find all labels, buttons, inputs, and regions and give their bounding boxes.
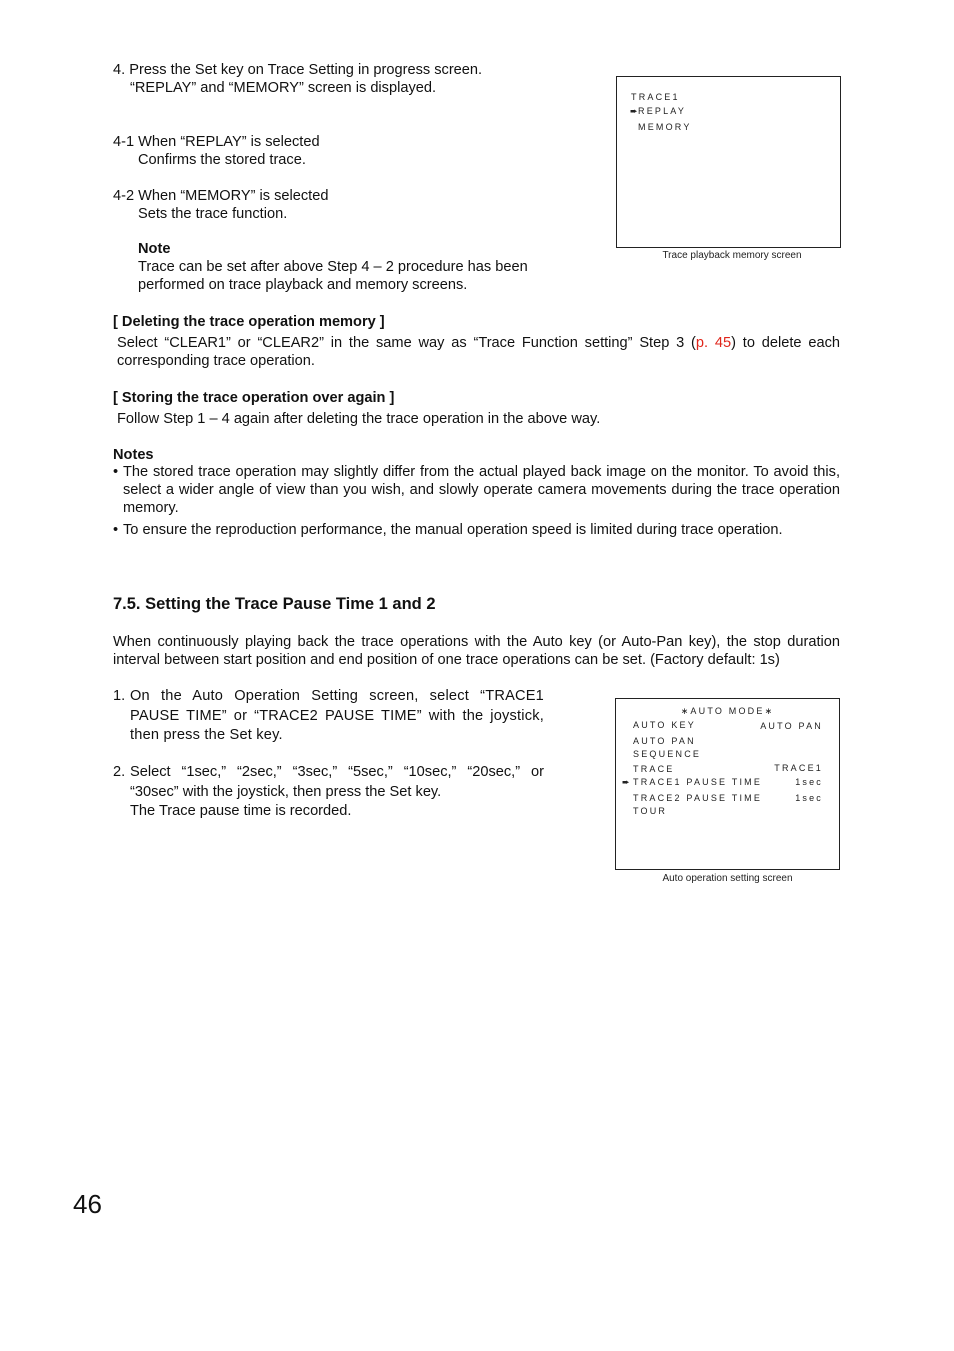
section-step-2: 2. Select “1sec,” “2sec,” “3sec,” “5sec,” “10sec,” “20sec,” or “30sec” with the joystick, then press the Set key. The Trace pause time is recorded. [113, 764, 544, 819]
bullet: • [113, 522, 119, 538]
note-line2: performed on trace playback and memory screens. [138, 277, 468, 293]
auto-screen-row-value: TRACE1 [774, 763, 823, 773]
step-4-2 [113, 187, 553, 223]
step-4-1 [113, 133, 553, 169]
step-4-line2: “REPLAY” and “MEMORY” screen is displayed. [130, 80, 437, 96]
notes-title: Notes [113, 447, 154, 463]
trace-screen-title: TRACE1 [631, 92, 680, 102]
step-4-2-heading: 4-2 When “MEMORY” is selected [113, 188, 329, 204]
step-4 [113, 61, 593, 97]
trace-screen-item-replay: ➨REPLAY [630, 106, 687, 116]
note-line1: Trace can be set after above Step 4 – 2 procedure has been [138, 259, 528, 275]
trace-screen-item-memory: MEMORY [638, 122, 692, 132]
store-text: Follow Step 1 – 4 again after deleting the trace operation in the above way. [117, 411, 601, 427]
store-heading: [ Storing the trace operation over again ] [113, 390, 395, 406]
step-4-2-text: Sets the trace function. [138, 206, 288, 222]
auto-screen-row-value: 1sec [795, 793, 823, 803]
auto-screen-row-value: AUTO PAN [760, 721, 823, 731]
bullet: • [113, 464, 119, 480]
auto-screen-row-label: TRACE1 PAUSE TIME [633, 777, 763, 787]
trace-screen-caption: Trace playback memory screen [662, 250, 802, 261]
step-4-line1: 4. Press the Set key on Trace Setting in progress screen. [113, 62, 483, 78]
auto-screen-title: ∗AUTO MODE∗ [680, 706, 775, 716]
auto-screen-row-label: TRACE2 PAUSE TIME [633, 793, 763, 803]
arrow-right-icon: ➨ [630, 106, 638, 116]
auto-screen-row-label: TOUR [633, 806, 668, 816]
auto-screen-caption: Auto operation setting screen [662, 873, 793, 884]
auto-operation-screen [615, 698, 840, 870]
step-4-1-heading: 4-1 When “REPLAY” is selected [113, 134, 320, 150]
auto-screen-row-label: SEQUENCE [633, 749, 702, 759]
section-intro: When continuously playing back the trace operations with the Auto key (or Auto-Pan key), the stop duration interval between start position and end position of one trace operations can be set. (Factory default: 1s) [113, 634, 840, 668]
auto-screen-row-value: 1sec [795, 777, 823, 787]
note-title: Note [138, 241, 171, 257]
auto-screen-row-label: AUTO PAN [633, 736, 696, 746]
page-number: 46 [73, 1189, 102, 1219]
delete-heading: [ Deleting the trace operation memory ] [113, 314, 385, 330]
trace-playback-screen [616, 76, 841, 248]
step-4-1-text: Confirms the stored trace. [138, 152, 306, 168]
auto-screen-row-label: TRACE [633, 764, 675, 774]
delete-text: Select “CLEAR1” or “CLEAR2” in the same way as “Trace Function setting” Step 3 (p. 45) to delete each corresponding trace operation. [117, 335, 840, 369]
note-block [138, 240, 558, 294]
auto-screen-row-label: AUTO KEY [633, 720, 696, 730]
section-title: 7.5. Setting the Trace Pause Time 1 and 2 [113, 595, 436, 613]
arrow-right-icon: ➨ [622, 777, 630, 787]
section-step-1: 1. On the Auto Operation Setting screen, select “TRACE1 PAUSE TIME” or “TRACE2 PAUSE TIME” with the joystick, then press the Set key. [113, 688, 544, 743]
notes-item-1: • The stored trace operation may slightly differ from the actual played back image on the monitor. To avoid this, select a wider angle of view than you wish, and slowly operate camera movements during the trace operation memory. [113, 464, 840, 516]
notes-item-2: • To ensure the reproduction performance, the manual operation speed is limited during trace operation. [113, 522, 783, 538]
page-link[interactable]: p. 45 [695, 335, 732, 351]
